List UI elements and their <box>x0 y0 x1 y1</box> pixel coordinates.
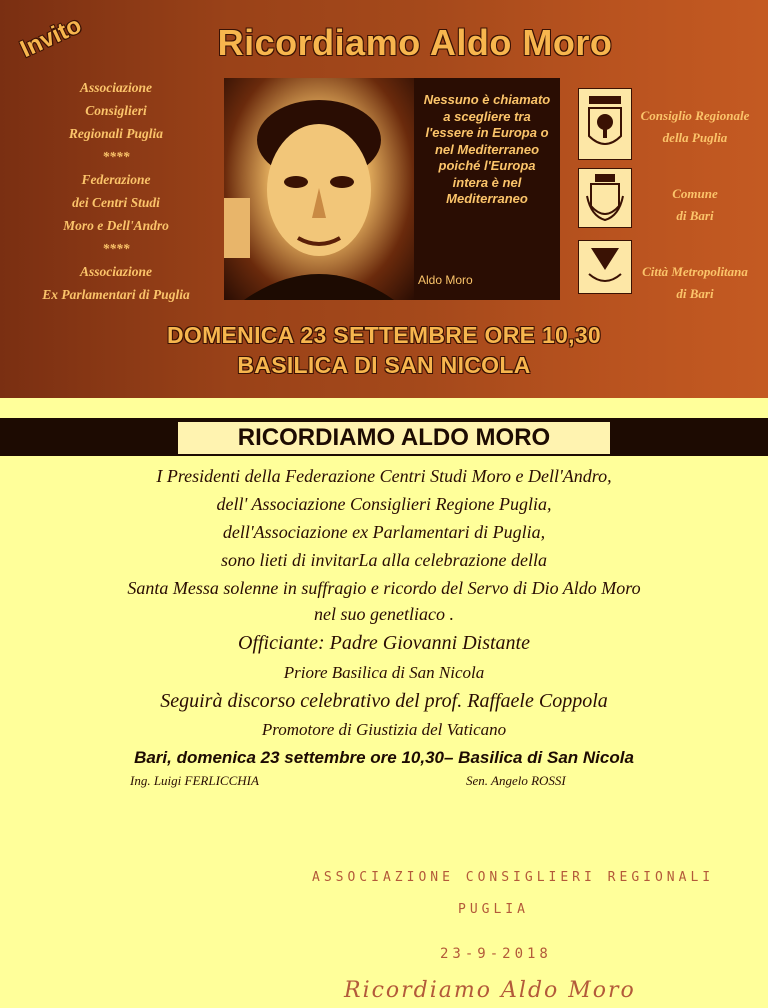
body-text-line: dell' Associazione Consiglieri Regione Puglia, <box>216 494 552 514</box>
org-separator: **** <box>102 241 130 256</box>
body-text-line: I Presidenti della Federazione Centri Studi Moro e Dell'Andro, <box>156 466 612 486</box>
triangle-emblem-icon <box>583 244 627 290</box>
org-line: della Puglia <box>662 130 728 145</box>
speech-line: Seguirà discorso celebrativo del prof. Raffaele Coppola <box>160 690 608 712</box>
org-line: Associazione <box>79 264 152 279</box>
speaker-role: Promotore di Giustizia del Vaticano <box>261 720 507 739</box>
officiant-line: Officiante: Padre Giovanni Distante <box>238 632 530 654</box>
right-organizations <box>630 105 760 305</box>
officiant-role: Priore Basilica di San Nicola <box>283 663 485 682</box>
event-location: Bari, domenica 23 settembre ore 10,30– Basilica di San Nicola <box>134 748 634 767</box>
handwritten-date: 23-9-2018 <box>440 946 552 962</box>
org-line: di Bari <box>676 208 714 223</box>
body-text-line: dell'Associazione ex Parlamentari di Puglia, <box>222 522 546 542</box>
org-separator: **** <box>102 149 130 164</box>
org-line: Ex Parlamentari di Puglia <box>42 287 190 302</box>
citta-metropolitana-crest <box>578 240 632 294</box>
org-line: Città Metropolitana <box>642 264 748 279</box>
tree-emblem-icon <box>585 94 625 154</box>
body-text-line: Santa Messa solenne in suffragio e ricordo del Servo di Dio Aldo Moro <box>127 578 641 598</box>
handwritten-note: PUGLIA <box>458 902 529 917</box>
org-line: Federazione <box>81 172 151 187</box>
org-line: Comune <box>672 186 718 201</box>
org-line: Associazione <box>79 80 152 95</box>
event-place: BASILICA DI SAN NICOLA <box>237 352 531 378</box>
left-organizations <box>16 76 216 306</box>
org-line: Consiglieri <box>85 103 147 118</box>
invitation-banner <box>0 0 768 398</box>
body-text-line: sono lieti di invitarLa alla celebrazione della <box>221 550 547 570</box>
org-line: Moro e Dell'Andro <box>63 218 169 233</box>
signer-name: Ing. Luigi FERLICCHIA <box>130 773 259 788</box>
comune-bari-crest <box>578 168 632 228</box>
org-line: Consiglio Regionale <box>640 108 750 123</box>
body-text-line: nel suo genetliaco . <box>314 604 454 624</box>
quote-text: Nessuno è chiamato a scegliere tra l'essere in Europa o nel Mediterraneo poiché l'Europa intera è nel Mediterraneo <box>423 92 551 206</box>
regione-puglia-crest <box>578 88 632 160</box>
org-line: Regionali Puglia <box>68 126 164 141</box>
heading-bar <box>0 418 768 456</box>
quote-author: Aldo Moro <box>418 273 473 287</box>
quote-box <box>414 78 560 300</box>
portrait-illustration <box>224 78 414 300</box>
handwritten-note: Ricordiamo Aldo Moro <box>344 978 636 1003</box>
banner-title: Ricordiamo Aldo Moro <box>217 22 613 63</box>
org-line: dei Centri Studi <box>72 195 160 210</box>
invito-label: Invito <box>16 11 86 64</box>
shield-emblem-icon <box>585 172 625 224</box>
signer-name: Sen. Angelo ROSSI <box>466 773 566 788</box>
event-date: DOMENICA 23 SETTEMBRE ORE 10,30 <box>166 322 602 348</box>
invitation-heading: RICORDIAMO ALDO MORO <box>178 422 610 454</box>
aldo-moro-portrait <box>224 78 414 300</box>
handwritten-note: ASSOCIAZIONE CONSIGLIERI REGIONALI <box>312 870 715 885</box>
org-line: di Bari <box>676 286 714 301</box>
